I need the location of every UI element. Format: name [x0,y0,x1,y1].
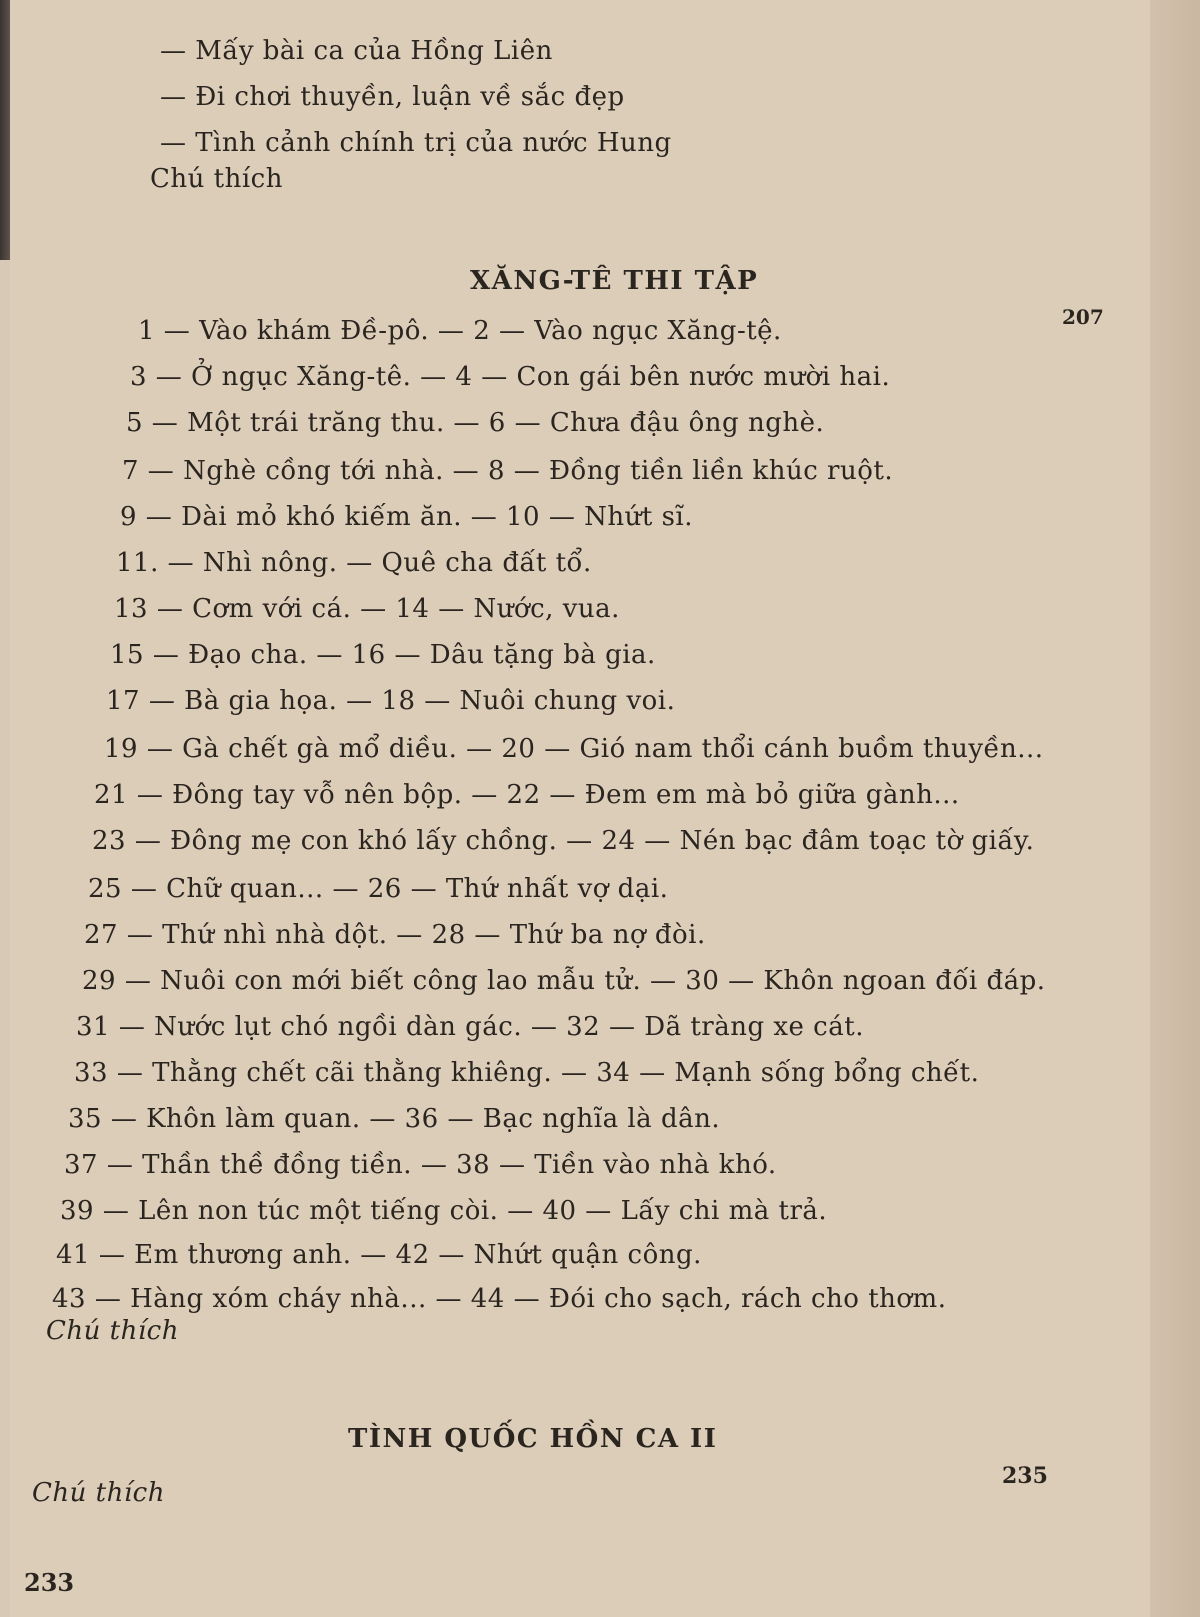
toc-note-top: Chú thích [150,164,283,194]
section-page-number: 207 [1062,305,1104,329]
entry-line: 43 — Hàng xóm cháy nhà... — 44 — Đói cho sạch, rách cho thơm. [52,1284,947,1314]
toc-item-di-choi-thuyen: — Đi chơi thuyền, luận về sắc đẹp [160,82,625,112]
toc-item-tinh-canh: — Tình cảnh chính trị của nước Hung [160,128,672,158]
entry-line: 3 — Ở ngục Xăng-tê. — 4 — Con gái bên nước mười hai. [130,362,891,392]
entry-line: 1 — Vào khám Đề-pô. — 2 — Vào ngục Xăng-tệ. [138,316,782,346]
entry-line: 13 — Cơm với cá. — 14 — Nước, vua. [114,594,620,624]
entry-line: 17 — Bà gia họa. — 18 — Nuôi chung voi. [106,686,676,716]
entry-line: 25 — Chữ quan... — 26 — Thứ nhất vợ dại. [88,874,669,904]
entry-line: 15 — Đạo cha. — 16 — Dâu tặng bà gia. [110,640,656,670]
toc-item-hong-lien: — Mấy bài ca của Hồng Liên [160,36,553,66]
section-page-number-2: 235 [1002,1463,1048,1489]
page-edge [1150,0,1200,1617]
entry-line: 9 — Dài mỏ khó kiếm ăn. — 10 — Nhứt sĩ. [120,502,694,532]
entry-line: 27 — Thứ nhì nhà dột. — 28 — Thứ ba nợ đòi. [84,920,706,950]
section-title-tinh-quoc-hon-ca: TÌNH QUỐC HỒN CA II [348,1424,718,1454]
entry-line: 35 — Khôn làm quan. — 36 — Bạc nghĩa là dân. [68,1104,721,1134]
section-note: Chú thích [46,1316,179,1346]
entry-line: 11. — Nhì nông. — Quê cha đất tổ. [116,548,592,578]
entry-line: 23 — Đông mẹ con khó lấy chồng. — 24 — Nén bạc đâm toạc tờ giấy. [92,826,1035,856]
entry-line: 39 — Lên non túc một tiếng còi. — 40 — Lấy chi mà trả. [60,1196,828,1226]
entry-line: 31 — Nước lụt chó ngồi dàn gác. — 32 — Dã tràng xe cát. [76,1012,864,1042]
entry-line: 5 — Một trái trăng thu. — 6 — Chưa đậu ông nghè. [126,408,825,438]
entry-line: 19 — Gà chết gà mổ diều. — 20 — Gió nam thổi cánh buồm thuyền... [104,734,1044,764]
section-title-xang-te: XĂNG-TÊ THI TẬP [470,266,759,296]
entry-line: 21 — Đông tay vỗ nên bộp. — 22 — Đem em mà bỏ giữa gành... [94,780,960,810]
entry-line: 41 — Em thương anh. — 42 — Nhứt quận công. [56,1240,702,1270]
entry-line: 33 — Thằng chết cãi thằng khiêng. — 34 — Mạnh sống bổng chết. [74,1058,980,1088]
entry-line: 7 — Nghè cồng tới nhà. — 8 — Đồng tiền liền khúc ruột. [122,456,894,486]
section-note-2: Chú thích [32,1478,165,1508]
entry-line: 29 — Nuôi con mới biết công lao mẫu tử. — 30 — Khôn ngoan đối đáp. [82,966,1046,996]
footer-page-number: 233 [24,1568,75,1597]
entry-line: 37 — Thần thề đồng tiền. — 38 — Tiền vào nhà khó. [64,1150,777,1180]
